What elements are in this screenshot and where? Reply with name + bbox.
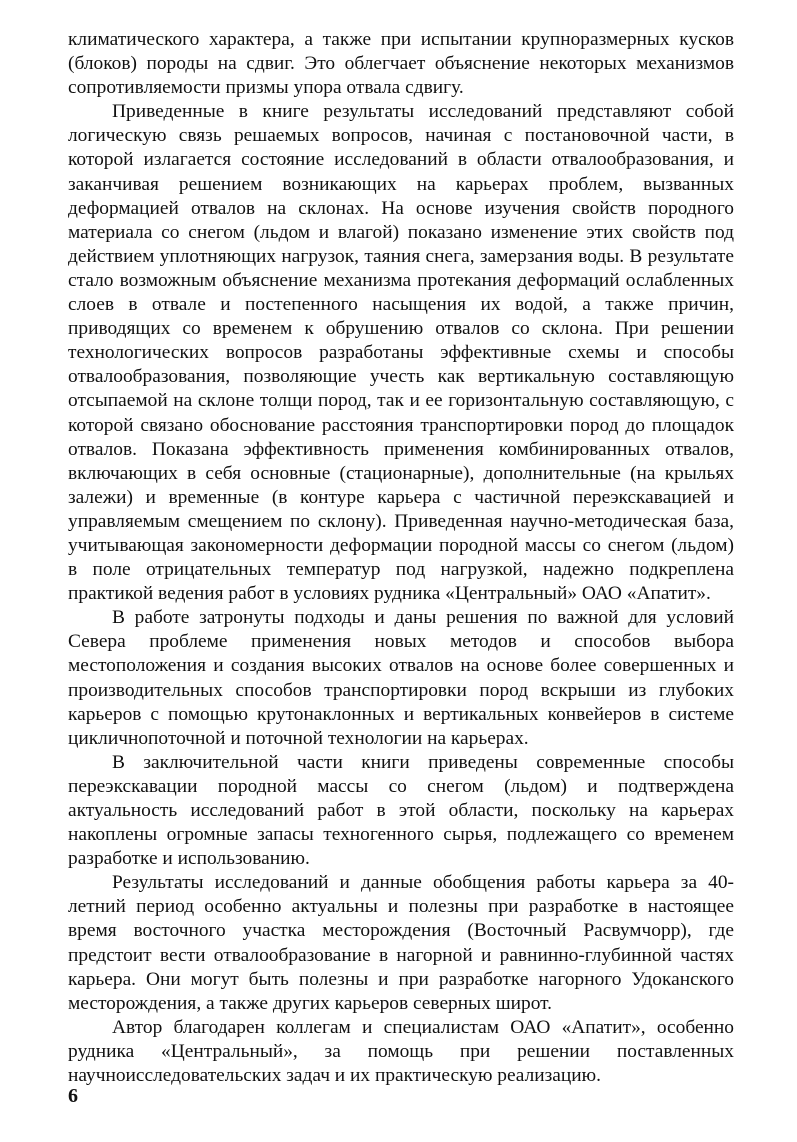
paragraph-research-results: Приведенные в книге результаты исследований представляют собой логическую связь решаемых вопросов, начиная с постановочной части, в которой излагается состояние исследований в области отвалообразования, и заканчивая решением возникающих на карьерах проблем, вызванных деформацией отвалов на склонах. На основе изучения свойств породного материала со снегом (льдом и влагой) показано изменение этих свойств под действием уплотняющих нагрузок, таяния снега, замерзания воды. В результате стало возможным объяснение механизма протекания деформаций ослабленных слоев в отвале и постепенного насыщения их водой, а также причин, приводящих со временем к обрушению отвалов со склона. При решении технологических вопросов разработаны эффективные схемы и способы отвалообразования, позволяющие учесть как вертикальную составляющую отсыпаемой на склоне толщи пород, так и ее горизонтальную составляющую, с которой связано обоснование расстояния транспортировки пород до площадок отвалов. Показана эффективность применения комбинированных отвалов, включающих в себя основные (стационарные), дополнительные (на крыльях залежи) и временные (в контуре карьера с частичной переэкскавацией и управляемым смещением по склону). Приведенная научно-методическая база, учитывающая закономерности деформации породной массы со снегом (льдом) в поле отрицательных температур под нагрузкой, надежно подкреплена практикой ведения работ в условиях рудника «Центральный» ОАО «Апатит». bbox=[68, 101, 734, 605]
paragraph-forty-year-results: Результаты исследований и данные обобщения работы карьера за 40-летний период особенно актуальны и полезны при разработке в настоящее время восточного участка месторождения (Восточный Расвумчорр), где предстоит вести отвалообразование в нагорной и равнинно-глубинной частях карьера. Они могут быть полезны и при разработке нагорного Удоканского месторождения, а также других карьеров северных широт. bbox=[68, 872, 734, 1014]
paragraph-continuation: климатического характера, а также при испытании крупноразмерных кусков (блоков) породы на сдвиг. Это облегчает объяснение некоторых механизмов сопротивляемости призмы упора отвала сдвигу. bbox=[68, 29, 734, 99]
paragraph-conclusion-part: В заключительной части книги приведены современные способы переэкскавации породной массы со снегом (льдом) и подтверждена актуальность исследований работ в этой области, поскольку на карьерах накоплены огромные запасы техногенного сырья, подлежащего со временем разработке и использованию. bbox=[68, 751, 734, 870]
paragraph-north-approaches: В работе затронуты подходы и даны решения по важной для условий Севера проблеме применения новых методов и способов выбора местоположения и создания высоких отвалов на основе более совершенных и производительных способов транспортировки пород вскрыши из глубоких карьеров с помощью крутонаклонных и вертикальных конвейеров в системе цикличнопоточной и поточной технологии на карьерах. bbox=[68, 607, 734, 749]
page-body bbox=[68, 28, 734, 1088]
page-number: 6 bbox=[68, 1085, 78, 1107]
paragraph-acknowledgements: Автор благодарен коллегам и специалистам ОАО «Апатит», особенно рудника «Центральный», за помощь при решении поставленных научноисследовательских задач и их практическую реализацию. bbox=[68, 1016, 734, 1087]
